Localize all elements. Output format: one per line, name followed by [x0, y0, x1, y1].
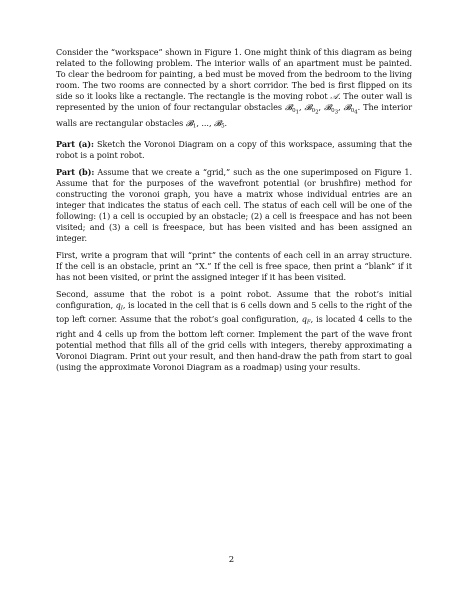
second-paragraph: [56, 289, 412, 373]
q-initial-symbol: q: [115, 299, 121, 310]
obstacle-b1-subscript: 1: [192, 123, 197, 130]
obstacle-b04-sub-a: 0: [350, 107, 355, 114]
second-text-3: , is located 4 cells to the right and 4 cells up from the bottom left corner. Implement the part of the wave front potential method that fills all of the grid cells with integers, thereby approximating a Voronoi Diagram. Print out your result, and then hand-draw the path from start to goal (using the approximate Voronoi Diagram as a roadmap) using your results.: [56, 314, 413, 372]
part-a-paragraph: [56, 139, 412, 161]
obstacle-b04-subscript: [351, 108, 358, 114]
part-b-label: Part (b):: [56, 166, 95, 177]
obstacle-b04-sub-b: 4: [354, 109, 358, 115]
obstacle-b01-subscript: [292, 108, 299, 114]
obstacle-b02-sub-a: 0: [311, 107, 316, 114]
intro-text-1: Consider the “workspace” shown in Figure 1. One might think of this diagram as being related to the following problem. The interior walls of an apartment must be painted. To clear the bedroom for painting, a bed must be moved from the bedroom to the living room. The two rooms are connected by a short corridor. The bed is first flipped on its side so it looks like a rectangle. The rectangle is the moving robot: [56, 47, 412, 101]
obstacle-b03-sub-a: 0: [331, 107, 335, 114]
obstacle-b03-symbol: 𝓑: [324, 102, 332, 112]
intro-text-2: . The outer wall is represented by the union of four rectangular obstacles: [56, 91, 412, 112]
obstacle-b04-symbol: 𝓑: [343, 102, 351, 112]
obstacle-b1-symbol: 𝓑: [185, 118, 193, 128]
obstacle-b5-symbol: 𝓑: [214, 118, 222, 128]
second-text-1: Second, assume that the robot is a point robot. Assume that the robot’s initial configuration,: [56, 288, 412, 310]
first-text: First, write a program that will “print” the contents of each cell in an array structure. If the cell is an obstacle, print an “X.” If the cell is free space, then print a “blank” if it has not been visited, or print the assigned integer if it has been visited.: [56, 249, 412, 282]
obstacle-b03-subscript: [331, 108, 338, 114]
intro-text-3: . The interior walls are rectangular obstacles: [56, 102, 413, 128]
first-paragraph: [56, 250, 412, 283]
intro-ellipsis: , ...,: [196, 118, 214, 128]
q-final-symbol: q: [301, 314, 307, 324]
obstacle-b5-subscript: 5: [221, 123, 225, 130]
part-a-label: Part (a):: [56, 138, 94, 149]
page-number: 2: [228, 555, 235, 565]
obstacle-b02-sub-b: 2: [315, 109, 319, 115]
obstacle-b03-sub-b: 3: [334, 109, 339, 115]
obstacle-b01-sub-a: 0: [292, 107, 296, 114]
intro-paragraph: Consider the “workspace” shown in Figure 1. One might think of this diagram as being related to the following problem. The interior walls of an apartment must be painted. To clear the bedroom for painting, a bed must be moved from the bedroom to the living room. The two rooms are connected by a short corridor. The bed is first flipped on its side so it looks like a rectangle. The rectangle is the moving robot 𝒜. The outer wall is represented by the union of four rectangular obstacles 𝓑$_{01}$, 𝓑$_{02}$, 𝓑$_{03}$, 𝓑$_{04}$. The interior walls are rectangular obstacles 𝓑$_1$, ..., 𝓑$_5$.: [56, 47, 413, 130]
obstacle-b02-subscript: [312, 108, 319, 114]
q-initial-subscript: I: [120, 305, 123, 311]
q-final-subscript: F: [306, 319, 311, 326]
second-text-2: , is located in the cell that is 6 cells down and 5 cells to the right of the top left corner. Assume that the robot’s goal configuration,: [56, 299, 412, 324]
part-b-paragraph: [56, 167, 412, 244]
part-b-text: Assume that we create a “grid,” such as the one superimposed on Figure 1. Assume that for the purposes of the wavefront potential (or brushfire) method for constructing the voronoi graph, you have a matrix whose individual entries are an integer that indicates the status of each cell. The status of each cell will be one of the following: (1) a cell is occupied by an obstacle; (2) a cell is freespace and has not been visited; and (3) a cell is freespace, but has been visited and has been assigned an integer.: [56, 166, 412, 243]
obstacle-b01-sub-b: 1: [295, 109, 299, 115]
obstacle-b01-symbol: 𝓑: [285, 102, 293, 112]
part-a-text: Sketch the Voronoi Diagram on a copy of this workspace, assuming that the robot is a point robot.: [56, 138, 412, 160]
robot-symbol: 𝒜: [330, 91, 338, 101]
obstacle-b02-symbol: 𝓑: [304, 102, 312, 112]
intro-text-4: .: [224, 118, 228, 128]
document-body: [56, 47, 412, 379]
